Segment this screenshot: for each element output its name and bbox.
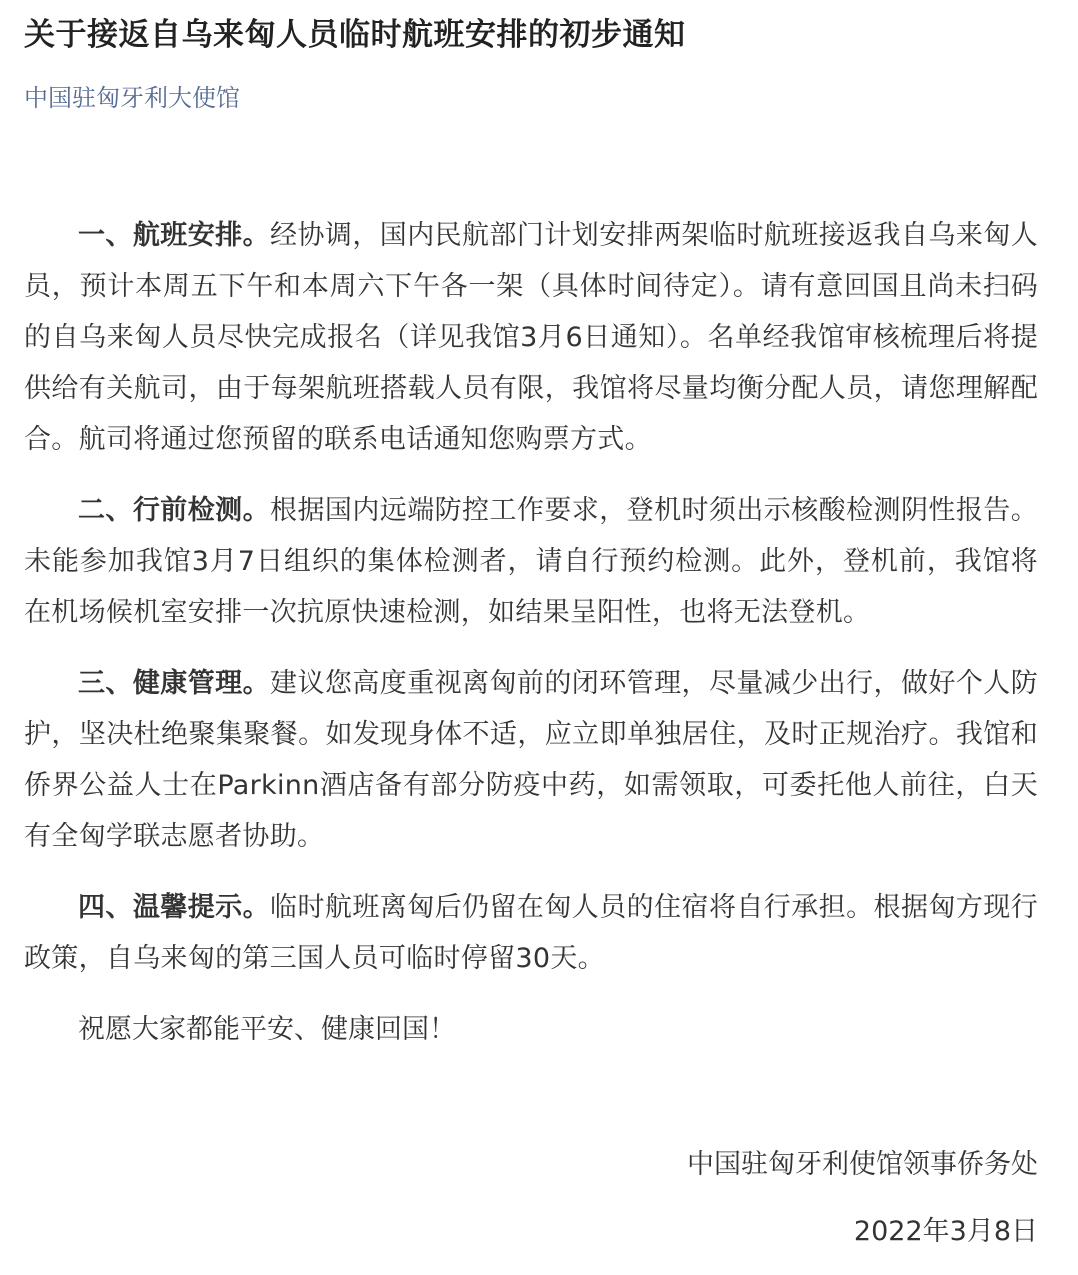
issue-date: 2022年3月8日	[853, 1216, 1038, 1247]
section-heading: 三、健康管理。	[78, 668, 271, 699]
article-title: 关于接返自乌来匈人员临时航班安排的初步通知	[24, 17, 686, 53]
section-flight-arrangement	[24, 210, 1038, 465]
section-pre-departure-testing	[24, 485, 1038, 638]
section-text: 临时航班离匈后仍留在匈人员的住宿将自行承担。根据匈方现行政策，自乌来匈的第三国人员可临时停留30天。	[24, 892, 1038, 974]
section-reminder	[24, 882, 1038, 984]
section-health-management	[24, 658, 1038, 862]
source-account-link[interactable]: 中国驻匈牙利大使馆	[24, 84, 240, 112]
signature: 中国驻匈牙利使馆领事侨务处	[687, 1149, 1038, 1180]
section-heading: 二、行前检测。	[78, 495, 271, 526]
section-text: 建议您高度重视离匈前的闭环管理，尽量减少出行，做好个人防护，坚决杜绝聚集聚餐。如发现身体不适，应立即单独居住，及时正规治疗。我馆和侨界公益人士在Parkinn酒店备有部分防疫中药，如需领取，可委托他人前往，白天有全匈学联志愿者协助。	[24, 668, 1038, 852]
section-text: 经协调，国内民航部门计划安排两架临时航班接返我自乌来匈人员，预计本周五下午和本周六下午各一架（具体时间待定）。请有意回国且尚未扫码的自乌来匈人员尽快完成报名（详见我馆3月6日通知）。名单经我馆审核梳理后将提供给有关航司，由于每架航班搭载人员有限，我馆将尽量均衡分配人员，请您理解配合。航司将通过您预留的联系电话通知您购票方式。	[24, 220, 1038, 455]
closing-wish: 祝愿大家都能平安、健康回国！	[78, 1014, 456, 1045]
section-heading: 一、航班安排。	[78, 220, 271, 251]
section-heading: 四、温馨提示。	[78, 892, 271, 923]
section-text: 根据国内远端防控工作要求，登机时须出示核酸检测阴性报告。未能参加我馆3月7日组织的集体检测者，请自行预约检测。此外，登机前，我馆将在机场候机室安排一次抗原快速检测，如结果呈阳性，也将无法登机。	[24, 495, 1038, 628]
article-body	[24, 210, 1038, 1055]
